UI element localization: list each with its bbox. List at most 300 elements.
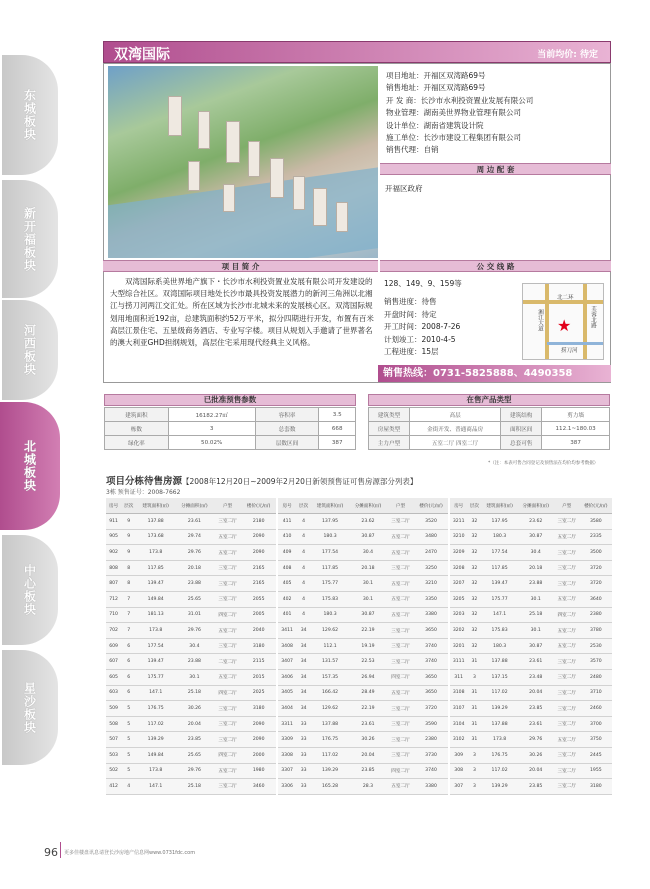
unit-cell: 23.88	[175, 576, 214, 592]
unit-cell: 8	[121, 576, 136, 592]
table-row	[278, 763, 448, 779]
unit-cell: 三室二厅	[554, 701, 580, 717]
unit-cell: 3111	[450, 654, 467, 670]
units-header-cell: 建筑面积(㎡)	[482, 498, 518, 514]
unit-cell: 2005	[241, 607, 276, 623]
unit-cell: 34	[296, 638, 311, 654]
unit-cell: 508	[106, 716, 121, 732]
unit-cell: 117.02	[311, 748, 349, 764]
unit-cell: 137.15	[482, 670, 518, 686]
unit-cell: 609	[106, 638, 121, 654]
unit-cell: 2380	[580, 607, 612, 623]
unit-cell: 3205	[450, 592, 467, 608]
unit-cell: 5	[121, 716, 136, 732]
units-header-cell: 建筑面积(㎡)	[136, 498, 175, 514]
unit-cell: 3180	[241, 701, 276, 717]
unit-cell: 30.1	[518, 623, 554, 639]
tab-zhongxin[interactable]: 中心板块	[0, 535, 60, 645]
unit-cell: 31.01	[175, 607, 214, 623]
unit-cell: 30.87	[349, 529, 387, 545]
unit-cell: 三室二厅	[387, 716, 414, 732]
product-label: 建筑结构	[501, 408, 542, 422]
unit-cell: 175.83	[482, 623, 518, 639]
product-table	[368, 407, 610, 450]
unit-cell: 165.28	[311, 779, 349, 795]
surroundings-text: 开福区政府	[385, 184, 423, 193]
unit-cell: 五室二厅	[387, 685, 414, 701]
units-header-cell: 分摊面积(㎡)	[349, 498, 387, 514]
unit-cell: 三室二厅	[554, 654, 580, 670]
unit-cell: 112.1	[311, 638, 349, 654]
sales-info-list	[384, 296, 524, 359]
unit-cell: 23.61	[349, 716, 387, 732]
table-row	[106, 716, 276, 732]
unit-cell: 3650	[414, 670, 448, 686]
unit-cell: 22.19	[349, 623, 387, 639]
table-row	[450, 638, 612, 654]
table-row	[450, 701, 612, 717]
unit-cell: 3480	[414, 529, 448, 545]
param-value: 3.5	[319, 408, 356, 422]
unit-cell: 139.29	[311, 763, 349, 779]
unit-cell: 31	[467, 716, 481, 732]
unit-cell: 30.87	[349, 607, 387, 623]
unit-cell: 902	[106, 545, 121, 561]
product-label: 房屋类型	[369, 422, 410, 436]
product-value: 387	[542, 436, 610, 450]
unit-cell: 502	[106, 763, 121, 779]
unit-cell: 405	[278, 576, 296, 592]
table-row	[278, 670, 448, 686]
unit-cell: 3640	[580, 592, 612, 608]
unit-cell: 4	[296, 545, 311, 561]
unit-cell: 23.85	[175, 732, 214, 748]
unit-cell: 23.61	[518, 716, 554, 732]
unit-cell: 176.75	[136, 701, 175, 717]
unit-cell: 2090	[241, 732, 276, 748]
unit-cell: 5	[121, 701, 136, 717]
unit-cell: 三室二厅	[214, 779, 242, 795]
units-header-cell: 分摊面积(㎡)	[175, 498, 214, 514]
unit-cell: 149.84	[136, 748, 175, 764]
table-row	[278, 560, 448, 576]
units-header-cell: 建筑面积(㎡)	[311, 498, 349, 514]
unit-cell: 3780	[580, 623, 612, 639]
table-row	[278, 654, 448, 670]
unit-cell: 1955	[580, 763, 612, 779]
unit-cell: 三室二厅	[214, 514, 242, 530]
table-row	[106, 514, 276, 530]
unit-cell: 173.8	[482, 732, 518, 748]
param-label: 总套数	[255, 422, 319, 436]
unit-cell: 3104	[450, 716, 467, 732]
tab-dongcheng[interactable]: 东城板块	[0, 55, 60, 175]
product-value: 高层	[409, 408, 500, 422]
units-header-cell: 房号	[278, 498, 296, 514]
info-agent: 销售代理：自销	[386, 145, 439, 155]
sales-progress: 销售进度：待售	[384, 297, 437, 306]
unit-cell: 20.04	[518, 685, 554, 701]
unit-cell: 30.26	[518, 748, 554, 764]
project-title: 双湾国际	[114, 47, 170, 63]
unit-cell: 3500	[580, 545, 612, 561]
unit-cell: 三室二厅	[214, 638, 242, 654]
table-row	[106, 638, 276, 654]
unit-cell: 129.62	[311, 623, 349, 639]
unit-cell: 29.76	[175, 623, 214, 639]
unit-cell: 23.62	[518, 514, 554, 530]
unit-cell: 23.62	[349, 514, 387, 530]
page-number: 96	[44, 846, 58, 859]
unit-cell: 30.87	[518, 638, 554, 654]
unit-cell: 2090	[241, 529, 276, 545]
unit-cell: 3740	[414, 763, 448, 779]
unit-cell: 712	[106, 592, 121, 608]
table-row	[278, 545, 448, 561]
table-row	[450, 607, 612, 623]
tab-xingsha[interactable]: 星沙板块	[0, 650, 60, 765]
product-value: 剪力墙	[542, 408, 610, 422]
section-sidebar	[0, 0, 70, 889]
unit-cell: 3750	[580, 732, 612, 748]
product-heading: 在售产品类型	[368, 394, 610, 406]
footer-site: 更多佳楼盘讯息请登长沙房地产信息网www.0731fdc.com	[64, 850, 196, 856]
unit-cell: 3209	[450, 545, 467, 561]
unit-cell: 137.88	[482, 654, 518, 670]
unit-cell: 5	[121, 763, 136, 779]
unit-cell: 3202	[450, 623, 467, 639]
unit-cell: 3308	[278, 748, 296, 764]
unit-cell: 三室二厅	[214, 701, 242, 717]
unit-cell: 139.29	[136, 732, 175, 748]
unit-cell: 3380	[414, 607, 448, 623]
unit-cell: 3408	[278, 638, 296, 654]
unit-cell: 20.04	[518, 763, 554, 779]
unit-cell: 2460	[580, 701, 612, 717]
unit-cell: 28.3	[349, 779, 387, 795]
info-builder: 施工单位：长沙市建设工程集团有限公司	[386, 133, 521, 143]
tab-hexi[interactable]: 河西板块	[0, 300, 60, 400]
unit-cell: 4	[121, 779, 136, 795]
table-row	[450, 685, 612, 701]
unit-cell: 三室二厅	[387, 701, 414, 717]
listing-title	[106, 473, 417, 487]
table-row	[278, 685, 448, 701]
table-row	[450, 529, 612, 545]
unit-cell: 34	[296, 685, 311, 701]
unit-cell: 5	[121, 732, 136, 748]
unit-cell: 905	[106, 529, 121, 545]
unit-cell: 180.3	[482, 638, 518, 654]
unit-cell: 2480	[580, 670, 612, 686]
unit-cell: 3710	[580, 685, 612, 701]
unit-cell: 33	[296, 779, 311, 795]
unit-cell: 三室二厅	[554, 748, 580, 764]
unit-cell: 808	[106, 560, 121, 576]
unit-cell: 32	[467, 607, 481, 623]
unit-cell: 710	[106, 607, 121, 623]
table-row	[106, 732, 276, 748]
unit-cell: 2025	[241, 685, 276, 701]
unit-cell: 7	[121, 623, 136, 639]
unit-cell: 3107	[450, 701, 467, 717]
unit-cell: 34	[296, 654, 311, 670]
table-row	[450, 623, 612, 639]
unit-cell: 2335	[580, 529, 612, 545]
units-header-cell: 户型	[554, 498, 580, 514]
unit-cell: 三室二厅	[387, 732, 414, 748]
unit-cell: 五室二厅	[554, 529, 580, 545]
param-label: 建筑面积	[105, 408, 169, 422]
table-row	[450, 592, 612, 608]
table-row	[450, 576, 612, 592]
unit-cell: 五室二厅	[214, 670, 242, 686]
table-row	[278, 623, 448, 639]
units-header-row	[106, 498, 276, 514]
unit-cell: 6	[121, 670, 136, 686]
param-value: 387	[319, 436, 356, 450]
unit-cell: 6	[121, 638, 136, 654]
unit-cell: 3210	[414, 576, 448, 592]
unit-cell: 509	[106, 701, 121, 717]
table-row	[450, 670, 612, 686]
unit-cell: 3	[467, 779, 481, 795]
unit-cell: 603	[106, 685, 121, 701]
table-row	[278, 514, 448, 530]
unit-cell: 139.47	[136, 576, 175, 592]
unit-cell: 173.8	[136, 623, 175, 639]
info-developer: 开 发 商：长沙市水利投资置业发展有限公司	[386, 95, 534, 105]
unit-cell: 4	[296, 514, 311, 530]
unit-cell: 175.77	[482, 592, 518, 608]
product-label: 建筑类型	[369, 408, 410, 422]
unit-cell: 129.62	[311, 701, 349, 717]
unit-cell: 3700	[580, 716, 612, 732]
unit-cell: 五室二厅	[214, 623, 242, 639]
unit-cell: 33	[296, 716, 311, 732]
unit-cell: 2040	[241, 623, 276, 639]
unit-cell: 三室二厅	[554, 545, 580, 561]
unit-cell: 34	[296, 701, 311, 717]
param-value: 668	[319, 422, 356, 436]
unit-cell: 175.77	[311, 576, 349, 592]
units-table-1	[106, 498, 276, 795]
opening-date: 开盘时间：待定	[384, 309, 437, 319]
unit-cell: 3250	[414, 560, 448, 576]
unit-cell: 3650	[414, 685, 448, 701]
unit-cell: 3740	[414, 654, 448, 670]
table-row	[450, 748, 612, 764]
unit-cell: 31	[467, 701, 481, 717]
product-value: 金街开发、普通商品房	[409, 422, 500, 436]
tab-xinkaifu[interactable]: 新开福板块	[0, 180, 60, 298]
unit-cell: 五室二厅	[214, 763, 242, 779]
unit-cell: 四室二厅	[214, 748, 242, 764]
unit-cell: 三室二厅	[214, 592, 242, 608]
unit-cell: 33	[296, 748, 311, 764]
unit-cell: 2090	[241, 716, 276, 732]
unit-cell: 507	[106, 732, 121, 748]
unit-cell: 3720	[580, 560, 612, 576]
unit-cell: 三室二厅	[554, 576, 580, 592]
unit-cell: 五室二厅	[214, 529, 242, 545]
start-date: 开工时间：2008-7-26	[384, 322, 461, 332]
unit-cell: 29.76	[175, 545, 214, 561]
unit-cell: 180.3	[482, 529, 518, 545]
footer-divider	[60, 842, 61, 858]
unit-cell: 3740	[414, 638, 448, 654]
unit-cell: 32	[467, 560, 481, 576]
table-row	[450, 514, 612, 530]
unit-cell: 23.88	[518, 576, 554, 592]
unit-cell: 2445	[580, 748, 612, 764]
unit-cell: 6	[121, 654, 136, 670]
unit-cell: 2165	[241, 576, 276, 592]
unit-cell: 175.83	[311, 592, 349, 608]
table-row	[106, 592, 276, 608]
unit-cell: 32	[467, 514, 481, 530]
unit-cell: 3590	[414, 716, 448, 732]
unit-cell: 4	[296, 592, 311, 608]
map-label-xiangjiang: 湘江大道	[537, 309, 543, 331]
units-header-cell: 层次	[121, 498, 136, 514]
unit-cell: 三室二厅	[387, 638, 414, 654]
unit-cell: 31	[467, 732, 481, 748]
unit-cell: 3580	[580, 514, 612, 530]
unit-cell: 2165	[241, 560, 276, 576]
unit-cell: 32	[467, 623, 481, 639]
unit-cell: 3208	[450, 560, 467, 576]
table-row	[278, 716, 448, 732]
table-row	[278, 592, 448, 608]
unit-cell: 137.88	[136, 514, 175, 530]
unit-cell: 166.42	[311, 685, 349, 701]
table-row	[278, 748, 448, 764]
unit-cell: 23.85	[518, 701, 554, 717]
unit-cell: 139.29	[482, 701, 518, 717]
unit-cell: 4	[296, 560, 311, 576]
unit-cell: 157.35	[311, 670, 349, 686]
table-row	[278, 529, 448, 545]
unit-cell: 31	[467, 654, 481, 670]
unit-cell: 911	[106, 514, 121, 530]
unit-cell: 五室二厅	[554, 623, 580, 639]
unit-cell: 20.18	[349, 560, 387, 576]
unit-cell: 3404	[278, 701, 296, 717]
param-label: 层数区间	[255, 436, 319, 450]
unit-cell: 32	[467, 592, 481, 608]
unit-cell: 131.57	[311, 654, 349, 670]
table-row	[106, 607, 276, 623]
unit-cell: 311	[450, 670, 467, 686]
info-sales-address: 销售地址：开福区双湾路69号	[386, 83, 486, 93]
unit-cell: 3406	[278, 670, 296, 686]
unit-cell: 3	[467, 670, 481, 686]
unit-cell: 四室二厅	[387, 763, 414, 779]
project-header	[103, 41, 611, 63]
unit-cell: 五室二厅	[554, 732, 580, 748]
unit-cell: 1980	[241, 763, 276, 779]
unit-cell: 29.76	[518, 732, 554, 748]
unit-cell: 三室二厅	[214, 576, 242, 592]
params-row	[105, 408, 356, 422]
unit-cell: 117.85	[136, 560, 175, 576]
unit-cell: 3306	[278, 779, 296, 795]
unit-cell: 6	[121, 685, 136, 701]
product-label: 主力户型	[369, 436, 410, 450]
unit-cell: 3201	[450, 638, 467, 654]
param-label: 绿化率	[105, 436, 169, 450]
unit-cell: 五室二厅	[554, 638, 580, 654]
unit-cell: 二室二厅	[214, 654, 242, 670]
unit-cell: 三室二厅	[387, 654, 414, 670]
units-header-cell: 层次	[296, 498, 311, 514]
unit-cell: 30.26	[349, 732, 387, 748]
intro-heading: 项 目 简 介	[103, 260, 378, 272]
unit-cell: 173.68	[136, 529, 175, 545]
unit-cell: 309	[450, 748, 467, 764]
unit-cell: 137.88	[311, 716, 349, 732]
table-row	[106, 529, 276, 545]
units-header-cell: 房号	[450, 498, 467, 514]
bus-lines: 128、149、9、159等	[384, 279, 462, 288]
unit-cell: 五室二厅	[387, 545, 414, 561]
units-table-2	[278, 498, 448, 795]
unit-cell: 三室二厅	[554, 716, 580, 732]
unit-cell: 28.49	[349, 685, 387, 701]
unit-cell: 4	[296, 576, 311, 592]
unit-cell: 三室二厅	[554, 779, 580, 795]
product-label: 面积区间	[501, 422, 542, 436]
unit-cell: 3108	[450, 685, 467, 701]
unit-cell: 32	[467, 638, 481, 654]
params-row	[105, 436, 356, 450]
unit-cell: 19.19	[349, 638, 387, 654]
tab-beicheng[interactable]: 北城板块	[0, 402, 60, 530]
unit-cell: 180.3	[311, 607, 349, 623]
unit-cell: 22.53	[349, 654, 387, 670]
map-label-laodao: 捞刀河	[561, 348, 578, 354]
unit-cell: 401	[278, 607, 296, 623]
unit-cell: 23.85	[349, 763, 387, 779]
units-header-cell: 楼价(元/㎡)	[241, 498, 276, 514]
unit-cell: 2055	[241, 592, 276, 608]
unit-cell: 三室二厅	[214, 716, 242, 732]
unit-cell: 三室二厅	[387, 623, 414, 639]
product-row	[369, 422, 610, 436]
unit-cell: 30.1	[518, 592, 554, 608]
unit-cell: 807	[106, 576, 121, 592]
table-row	[106, 670, 276, 686]
unit-cell: 2000	[241, 748, 276, 764]
listing-title-main: 项目分栋待售房源	[106, 476, 183, 487]
unit-cell: 三室二厅	[554, 763, 580, 779]
unit-cell: 23.61	[518, 654, 554, 670]
table-row	[106, 763, 276, 779]
unit-cell: 30.4	[518, 545, 554, 561]
unit-cell: 7	[121, 592, 136, 608]
units-header-cell: 楼价(元/㎡)	[414, 498, 448, 514]
unit-cell: 147.1	[136, 779, 175, 795]
unit-cell: 3520	[414, 514, 448, 530]
unit-cell: 3405	[278, 685, 296, 701]
project-intro: 双湾国际系美世界地产旗下・长沙市水利投资置业发展有限公司开发建设的大型综合社区。双湾国际项目地处长沙市最具投资发展潜力的新河三角洲以北湘江与捞刀河两江交汇处。所在区域为长沙市北城未来的发展核心区。双湾国际规划用地面积近192亩，总建筑面积约52万平米，拟分四期进行开发，布置有百米高层江景住宅、五星级商务酒店、专业写字楼。项目从规划入手邀请了世界著名的澳大利亚GHD担纲规划，高层住宅采用现代经典主义风格。	[110, 277, 374, 348]
unit-cell: 410	[278, 529, 296, 545]
unit-cell: 33	[296, 763, 311, 779]
unit-cell: 173.8	[136, 763, 175, 779]
unit-cell: 三室二厅	[554, 685, 580, 701]
bus-heading: 公 交 线 路	[380, 260, 611, 272]
